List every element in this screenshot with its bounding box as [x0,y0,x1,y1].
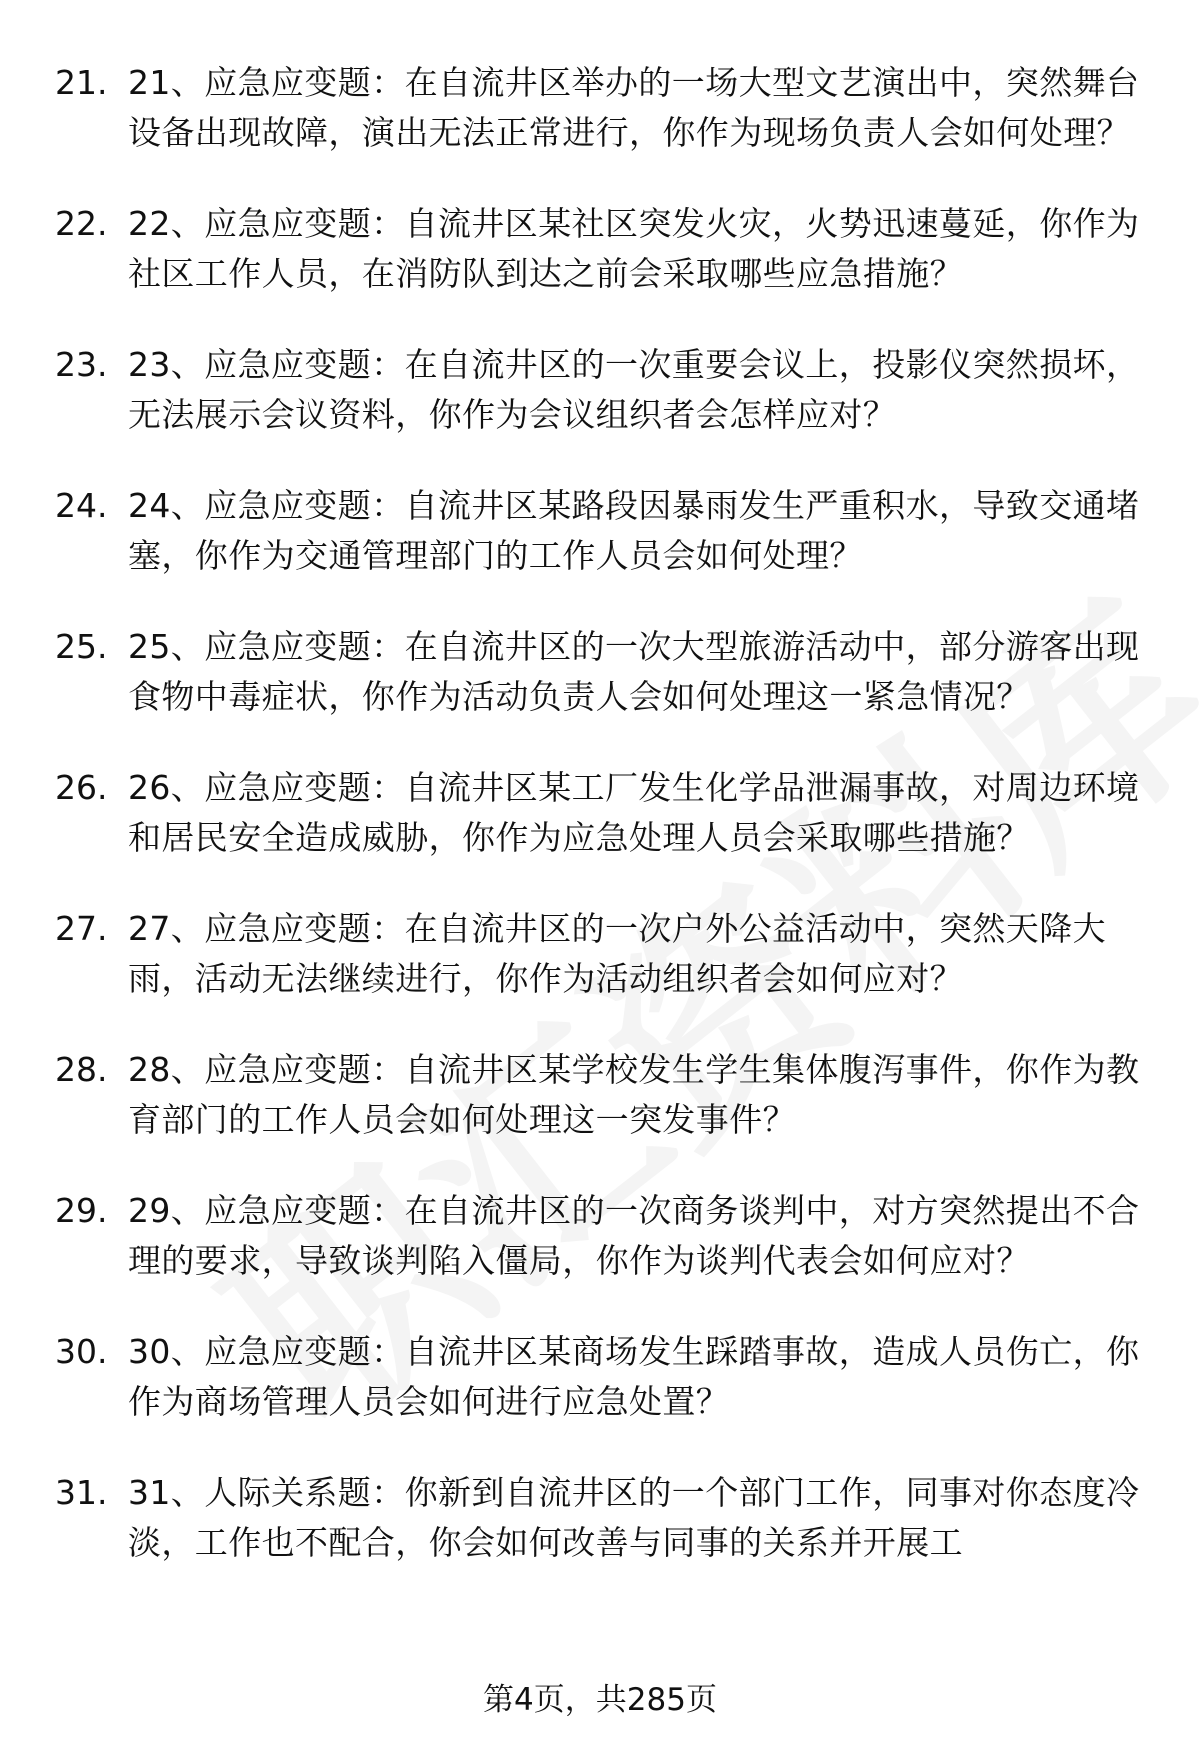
question-number: 27. [55,909,108,948]
question-number: 23. [55,345,108,384]
question-list [0,58,1200,1609]
question-text: 27、应急应变题：在自流井区的一次户外公益活动中，突然天降大雨，活动无法继续进行，你作为活动组织者会如何应对？ [128,909,1106,998]
list-item [0,199,1200,299]
question-number: 30. [55,1332,108,1371]
question-number: 24. [55,486,108,525]
page-number-footer: 第4页，共285页 [483,1682,717,1718]
question-text: 22、应急应变题：自流井区某社区突发火灾，火势迅速蔓延，你作为社区工作人员，在消防队到达之前会采取哪些应急措施？ [128,204,1140,293]
question-number: 28. [55,1050,108,1089]
question-text: 29、应急应变题：在自流井区的一次商务谈判中，对方突然提出不合理的要求，导致谈判陷入僵局，你作为谈判代表会如何应对？ [128,1191,1140,1280]
list-item [0,58,1200,158]
question-number: 25. [55,627,108,666]
question-text: 31、人际关系题：你新到自流井区的一个部门工作，同事对你态度冷淡，工作也不配合，你会如何改善与同事的关系并开展工 [128,1473,1140,1562]
question-text: 24、应急应变题：自流井区某路段因暴雨发生严重积水，导致交通堵塞，你作为交通管理部门的工作人员会如何处理？ [128,486,1140,575]
question-text: 23、应急应变题：在自流井区的一次重要会议上，投影仪突然损坏，无法展示会议资料，你作为会议组织者会怎样应对？ [128,345,1140,434]
question-number: 31. [55,1473,108,1512]
question-number: 21. [55,63,108,102]
question-number: 22. [55,204,108,243]
question-text: 25、应急应变题：在自流井区的一次大型旅游活动中，部分游客出现食物中毒症状，你作为活动负责人会如何处理这一紧急情况？ [128,627,1140,716]
list-item [0,1045,1200,1145]
question-text: 21、应急应变题：在自流井区举办的一场大型文艺演出中，突然舞台设备出现故障，演出无法正常进行，你作为现场负责人会如何处理？ [128,63,1140,152]
question-text: 26、应急应变题：自流井区某工厂发生化学品泄漏事故，对周边环境和居民安全造成威胁，你作为应急处理人员会采取哪些措施？ [128,768,1140,857]
list-item [0,904,1200,1004]
list-item [0,1468,1200,1568]
question-text: 30、应急应变题：自流井区某商场发生踩踏事故，造成人员伤亡，你作为商场管理人员会如何进行应急处置？ [128,1332,1140,1421]
list-item [0,1327,1200,1427]
list-item [0,340,1200,440]
list-item [0,1186,1200,1286]
list-item [0,481,1200,581]
question-text: 28、应急应变题：自流井区某学校发生学生集体腹泻事件，你作为教育部门的工作人员会如何处理这一突发事件？ [128,1050,1140,1139]
list-item [0,763,1200,863]
question-number: 26. [55,768,108,807]
list-item [0,622,1200,722]
question-number: 29. [55,1191,108,1230]
